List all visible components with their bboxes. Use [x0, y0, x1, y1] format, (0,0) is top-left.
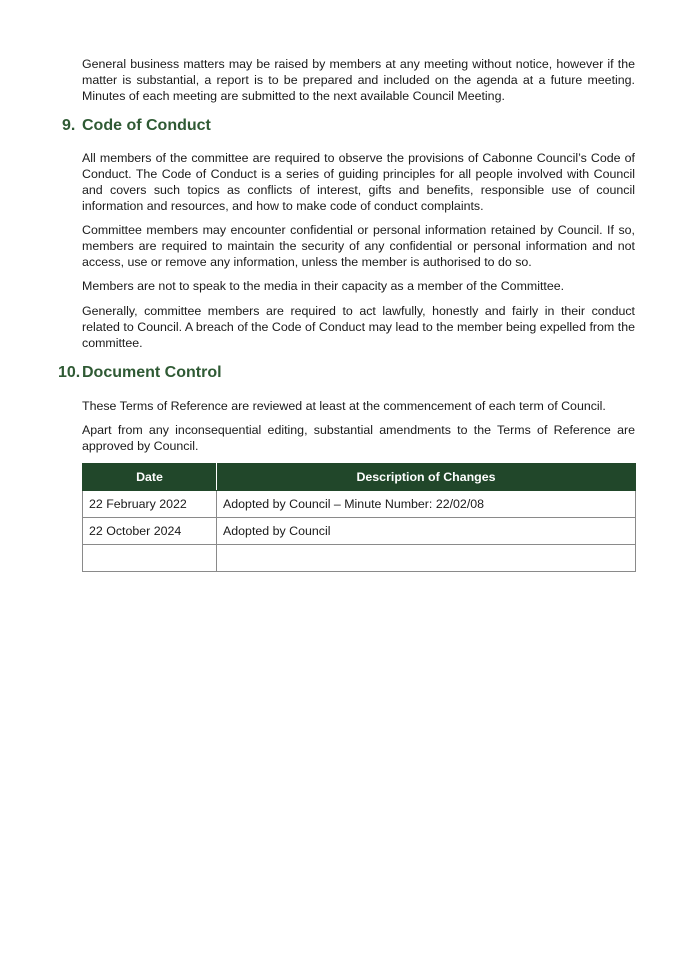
change-history-table	[82, 463, 636, 572]
table-header-row	[83, 464, 636, 491]
code-of-conduct-paragraph-4: Generally, committee members are required to act lawfully, honestly and fairly in their conduct related to Council. A breach of the Code of Conduct may lead to the member being expelled from the committee.	[82, 304, 635, 350]
section-9-heading	[58, 116, 211, 136]
code-of-conduct-paragraph-1: All members of the committee are required to observe the provisions of Cabonne Council’s Code of Conduct. The Code of Conduct is a series of guiding principles for all people involved with Council and covers such topics as conflicts of interest, gifts and benefits, responsible use of council information and resources, and how to make code of conduct complaints.	[82, 151, 635, 213]
description-column-header: Description of Changes	[217, 464, 636, 491]
section-10-number: 10.	[58, 364, 81, 381]
section-9-number: 9.	[62, 117, 76, 134]
code-of-conduct-paragraph-3: Members are not to speak to the media in their capacity as a member of the Committee.	[82, 279, 565, 293]
date-cell: 22 October 2024	[83, 518, 217, 545]
date-column-header: Date	[83, 464, 217, 491]
section-9-title: Code of Conduct	[82, 117, 211, 134]
document-control-paragraph-1: These Terms of Reference are reviewed at least at the commencement of each term of Council.	[82, 399, 606, 413]
description-cell: Adopted by Council	[217, 518, 636, 545]
date-cell	[83, 545, 217, 572]
description-cell: Adopted by Council – Minute Number: 22/02/08	[217, 491, 636, 518]
section-10-heading	[58, 363, 222, 383]
table-row	[83, 491, 636, 518]
document-control-paragraph-2: Apart from any inconsequential editing, substantial amendments to the Terms of Reference are approved by Council.	[82, 423, 635, 453]
table-row	[83, 545, 636, 572]
date-cell: 22 February 2022	[83, 491, 217, 518]
table-row	[83, 518, 636, 545]
section-10-title: Document Control	[82, 364, 222, 381]
general-business-paragraph: General business matters may be raised by members at any meeting without notice, however if the matter is substantial, a report is to be prepared and included on the agenda at a future meeting. Minutes of each meeting are submitted to the next available Council Meeting.	[82, 57, 635, 103]
code-of-conduct-paragraph-2: Committee members may encounter confidential or personal information retained by Council. If so, members are required to maintain the security of any confidential or personal information and not access, use or remove any information, unless the member is authorised to do so.	[82, 223, 635, 269]
description-cell	[217, 545, 636, 572]
